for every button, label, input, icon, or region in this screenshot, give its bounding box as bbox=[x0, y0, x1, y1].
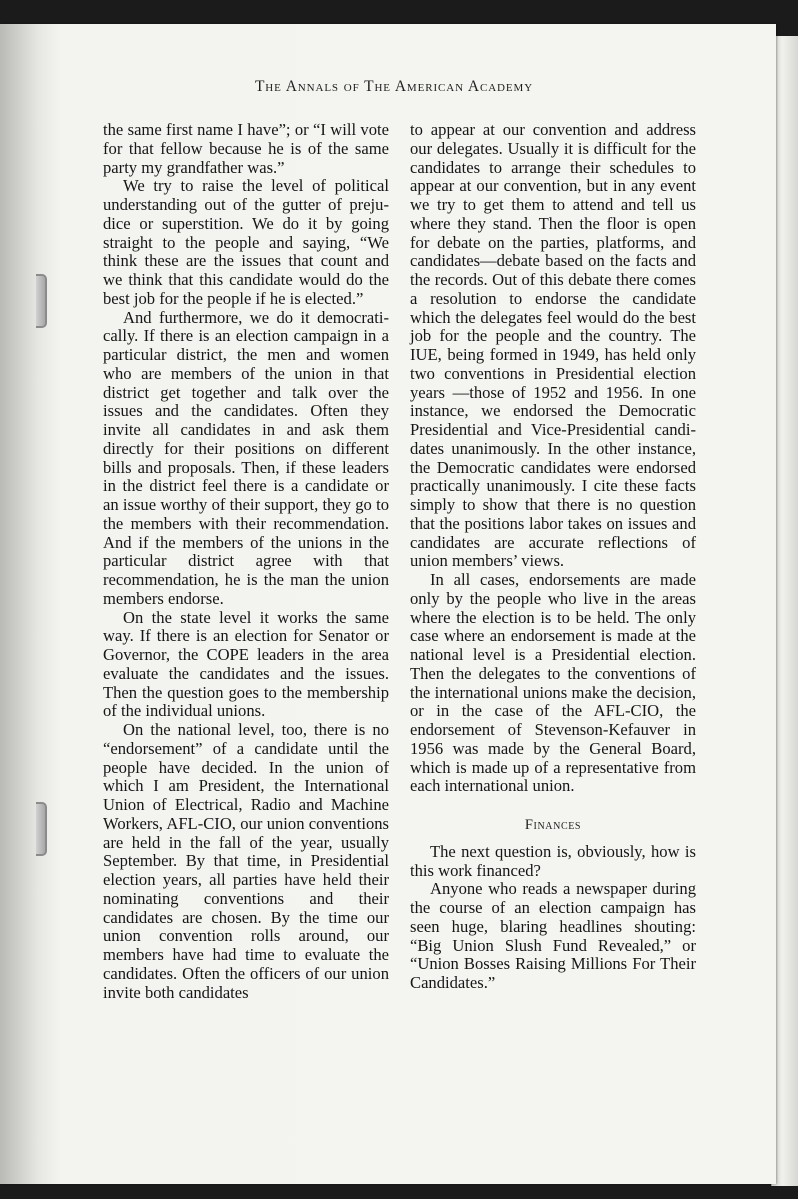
book-page bbox=[0, 24, 776, 1184]
paragraph: On the state level it works the same way. If there is an election for Senator or Governor, the COPE leaders in the area evaluate the candidates and the issues. Then the question goes to the membership of the individual unions. bbox=[103, 607, 389, 721]
paragraph: On the national level, too, there is no “endorsement” of a candidate until the people have decided. In the union of which I am President, the International Union of Electrical, Radio and Machine Workers, AFL-CIO, our union conventions are held in the fall of the year, usually September. By that time, in Presidential election years, all parties have held their nominating conventions and their candidates are chosen. By the time our union convention rolls around, our members have had time to evaluate the candidates. Often the officers of our union invite both candidates bbox=[103, 720, 389, 1002]
paragraph: In all cases, endorsements are made only by the people who live in the areas where the election is to be held. The only case where an endorsement is made at the national level is a Presidential election. Then the delegates to the conventions of the international unions make the decision, or in the case of the AFL-CIO, the endorsement of Stevenson-Kefauver in 1956 was made by the General Board, which is made up of a representative from each international union. bbox=[410, 570, 696, 796]
paragraph: Anyone who reads a newspaper during the course of an election campaign has seen huge, blaring headlines shouting: “Big Union Slush Fund Revealed,” or “Union Bosses Raising Millions For Their Candidates.” bbox=[410, 879, 696, 992]
staple-top bbox=[36, 274, 47, 328]
staple-bottom bbox=[36, 802, 47, 856]
paragraph: The next question is, obviously, how is this work financed? bbox=[410, 841, 696, 880]
paragraph: And furthermore, we do it democratically. If there is an election campaign in a particular district, the men and women who are members of the union in that district get together and talk over the issues and the candidates. Often they invite all candidates in and ask them directly for their positions on different bills and proposals. Then, if these leaders in the district feel there is a candidate or an issue worthy of their support, they go to the members with their recommendation. And if the members of the unions in the particular district agree with that recommendation, he is the man the union members endorse. bbox=[103, 307, 389, 608]
paragraph: We try to raise the level of political understanding out of the gutter of prejudice or superstition. We do it by going straight to the people and saying, “We think these are the issues that count and we think that this candidate would do the best job for the people if he is elected.” bbox=[103, 176, 389, 308]
right-column bbox=[410, 121, 696, 993]
paragraph: to appear at our convention and address our delegates. Usually it is difficult for the candidates to arrange their schedules to appear at our convention, but in any event we try to get them to attend and tell us where they stand. Then the floor is open for debate on the parties, platforms, and candidates—debate based on the facts and the records. Out of this debate there comes a resolution to endorse the candidate which the delegates feel would do the best job for the people and the country. The IUE, being formed in 1949, has held only two conventions in Presidential election years —those of 1952 and 1956. In one instance, we endorsed the Democratic Presidential and Vice-Presidential candidates unanimously. In the other instance, the Democratic candidates were endorsed practically unanimously. I cite these facts simply to show that there is no question that the positions labor takes on issues and candidates are accurate reflections of union members’ views. bbox=[410, 120, 696, 571]
paragraph: the same first name I have”; or “I will vote for that fellow because he is of the same party my grandfather was.” bbox=[103, 120, 389, 177]
running-head: The Annals of The American Academy bbox=[254, 78, 534, 95]
left-column bbox=[103, 121, 389, 1002]
section-heading: Finances bbox=[524, 817, 582, 833]
